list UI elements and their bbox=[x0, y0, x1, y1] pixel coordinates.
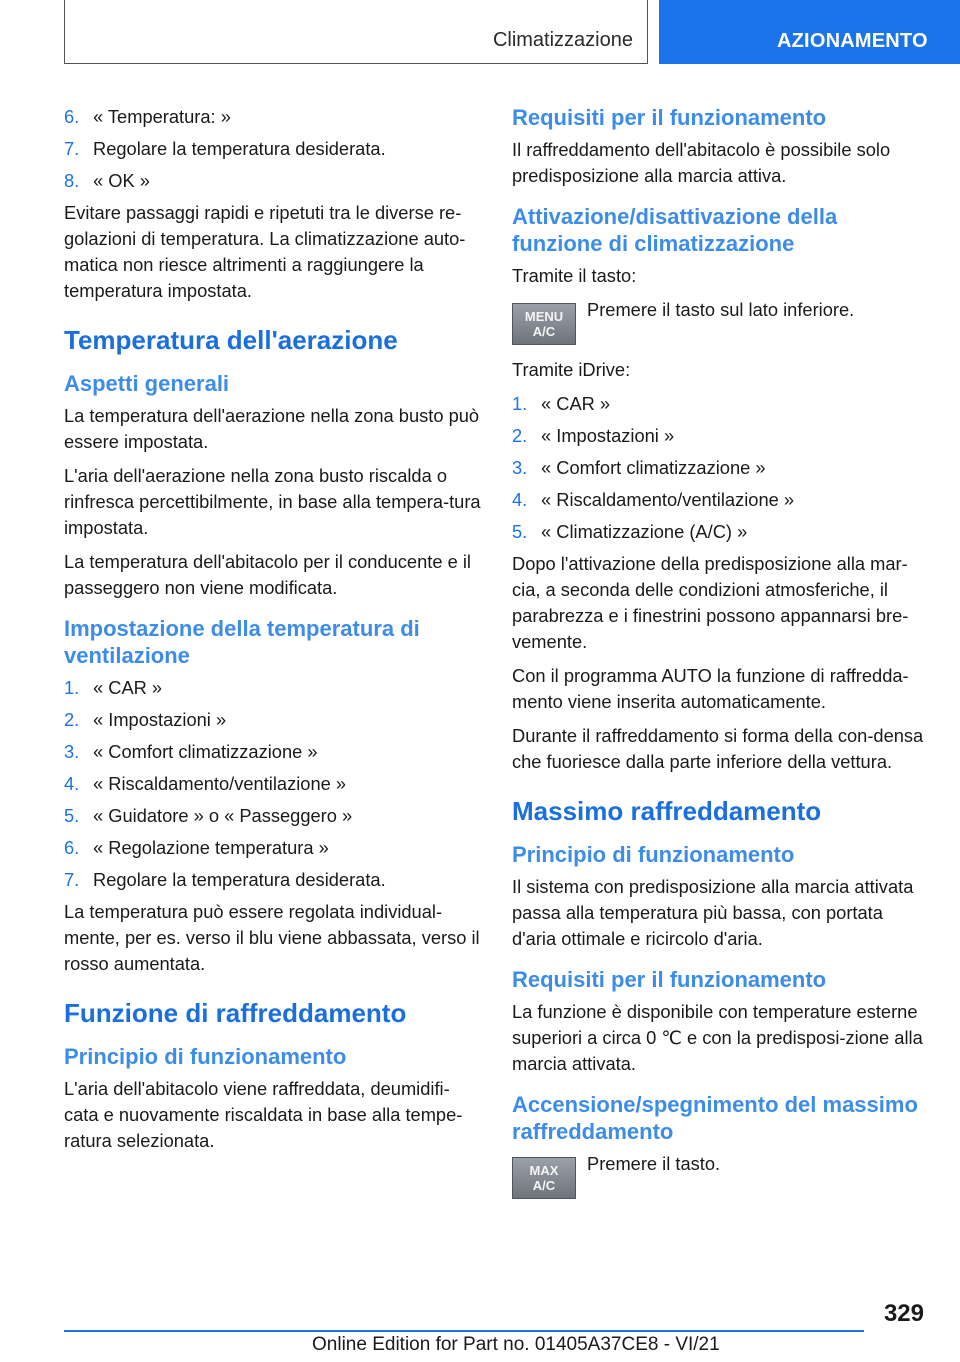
paragraph: Il sistema con predisposizione alla marcia attivata passa alla temperatura più bassa, con portata d'aria ottimale e ricircolo d'aria. bbox=[512, 876, 914, 949]
heading-temperatura-aerazione: Temperatura dell'aerazione bbox=[64, 325, 398, 355]
list-item: 1. « CAR » bbox=[512, 393, 611, 414]
paragraph: La funzione è disponibile con temperature esterne superiori a circa 0 ℃ e con la predisposi-zione alla marcia attivata. bbox=[512, 1001, 923, 1074]
list-item: 5. « Climatizzazione (A/C) » bbox=[512, 521, 748, 542]
list-item: 8. « OK » bbox=[64, 170, 150, 191]
subheading-attivazione-climatizzazione: Attivazione/disattivazione della funzione di climatizzazione bbox=[512, 204, 838, 256]
subheading-requisiti-funzionamento: Requisiti per il funzionamento bbox=[512, 105, 827, 130]
list-item: 6. « Temperatura: » bbox=[64, 106, 231, 127]
list-item: 3. « Comfort climatizzazione » bbox=[512, 457, 766, 478]
subheading-principio-funzionamento: Principio di funzionamento bbox=[512, 842, 795, 867]
list-item: 7. Regolare la temperatura desiderata. bbox=[64, 869, 386, 890]
paragraph: La temperatura dell'aerazione nella zona busto può essere impostata. bbox=[64, 405, 480, 452]
paragraph: Dopo l'attivazione della predisposizione alla mar-cia, a seconda delle condizioni atmosferiche, il parabrezza e i finestrini possono appannarsi bre-vemente. bbox=[512, 553, 909, 652]
left-column bbox=[64, 104, 484, 1162]
key-instruction-menu-ac bbox=[512, 297, 932, 347]
page-number: 329 bbox=[883, 1300, 924, 1327]
paragraph: Tramite iDrive: bbox=[512, 359, 631, 380]
footer-edition: Online Edition for Part no. 01405A37CE8 - VI/21 bbox=[312, 1334, 720, 1355]
header-section-box bbox=[64, 0, 648, 64]
subheading-impostazione-temperatura: Impostazione della temperatura di ventilazione bbox=[64, 616, 420, 668]
subheading-principio-funzionamento: Principio di funzionamento bbox=[64, 1044, 347, 1069]
paragraph: La temperatura può essere regolata individual-mente, per es. verso il blu viene abbassata, verso il rosso aumentata. bbox=[64, 901, 480, 974]
header-chapter-title: AZIONAMENTO bbox=[777, 30, 928, 52]
max-ac-button-icon: MAX A/C bbox=[512, 1157, 576, 1199]
footer-divider bbox=[64, 1330, 864, 1332]
paragraph: Con il programma AUTO la funzione di raffredda-mento viene inserita automaticamente. bbox=[512, 665, 909, 712]
paragraph: Evitare passaggi rapidi e ripetuti tra le diverse re-golazioni di temperatura. La climatizzazione auto-matica non riesce altrimenti a raggiungere la temperatura impostata. bbox=[64, 202, 466, 301]
right-column bbox=[512, 104, 932, 1211]
key-instruction-text: Premere il tasto sul lato inferiore. bbox=[587, 299, 855, 320]
menu-ac-button-icon: MENU A/C bbox=[512, 303, 576, 345]
list-item: 4. « Riscaldamento/ventilazione » bbox=[512, 489, 795, 510]
paragraph: Tramite il tasto: bbox=[512, 265, 637, 286]
subheading-requisiti-funzionamento: Requisiti per il funzionamento bbox=[512, 967, 827, 992]
header-section-title: Climatizzazione bbox=[492, 29, 633, 51]
list-item: 1. « CAR » bbox=[64, 677, 163, 698]
list-item: 5. « Guidatore » o « Passeggero » bbox=[64, 805, 353, 826]
heading-massimo-raffreddamento: Massimo raffreddamento bbox=[512, 796, 822, 826]
key-instruction-max-ac bbox=[512, 1151, 932, 1201]
key-instruction-text: Premere il tasto. bbox=[587, 1153, 721, 1174]
heading-funzione-raffreddamento: Funzione di raffreddamento bbox=[64, 998, 407, 1028]
subheading-accensione-spegnimento: Accensione/spegnimento del massimo raffreddamento bbox=[512, 1092, 918, 1144]
paragraph: La temperatura dell'abitacolo per il conducente e il passeggero non viene modificata. bbox=[64, 551, 471, 598]
list-item: 4. « Riscaldamento/ventilazione » bbox=[64, 773, 347, 794]
paragraph: L'aria dell'aerazione nella zona busto riscalda o rinfresca percettibilmente, in base alla tempera-tura impostata. bbox=[64, 465, 481, 538]
list-item: 6. « Regolazione temperatura » bbox=[64, 837, 329, 858]
paragraph: Durante il raffreddamento si forma della con-densa che fuoriesce dalla parte inferiore della vettura. bbox=[512, 725, 924, 772]
steps-list-idrive bbox=[512, 391, 932, 545]
steps-list-ventilation bbox=[64, 675, 484, 893]
list-item: 3. « Comfort climatizzazione » bbox=[64, 741, 318, 762]
list-item: 7. Regolare la temperatura desiderata. bbox=[64, 138, 386, 159]
list-item: 2. « Impostazioni » bbox=[512, 425, 675, 446]
paragraph: Il raffreddamento dell'abitacolo è possibile solo predisposizione alla marcia attiva. bbox=[512, 139, 891, 186]
paragraph: L'aria dell'abitacolo viene raffreddata, deumidifi-cata e nuovamente riscaldata in base alla tempe-ratura selezionata. bbox=[64, 1078, 463, 1151]
list-item: 2. « Impostazioni » bbox=[64, 709, 227, 730]
header-chapter-tab bbox=[659, 0, 960, 64]
steps-list-temperature bbox=[64, 104, 484, 194]
subheading-aspetti-generali: Aspetti generali bbox=[64, 371, 230, 396]
